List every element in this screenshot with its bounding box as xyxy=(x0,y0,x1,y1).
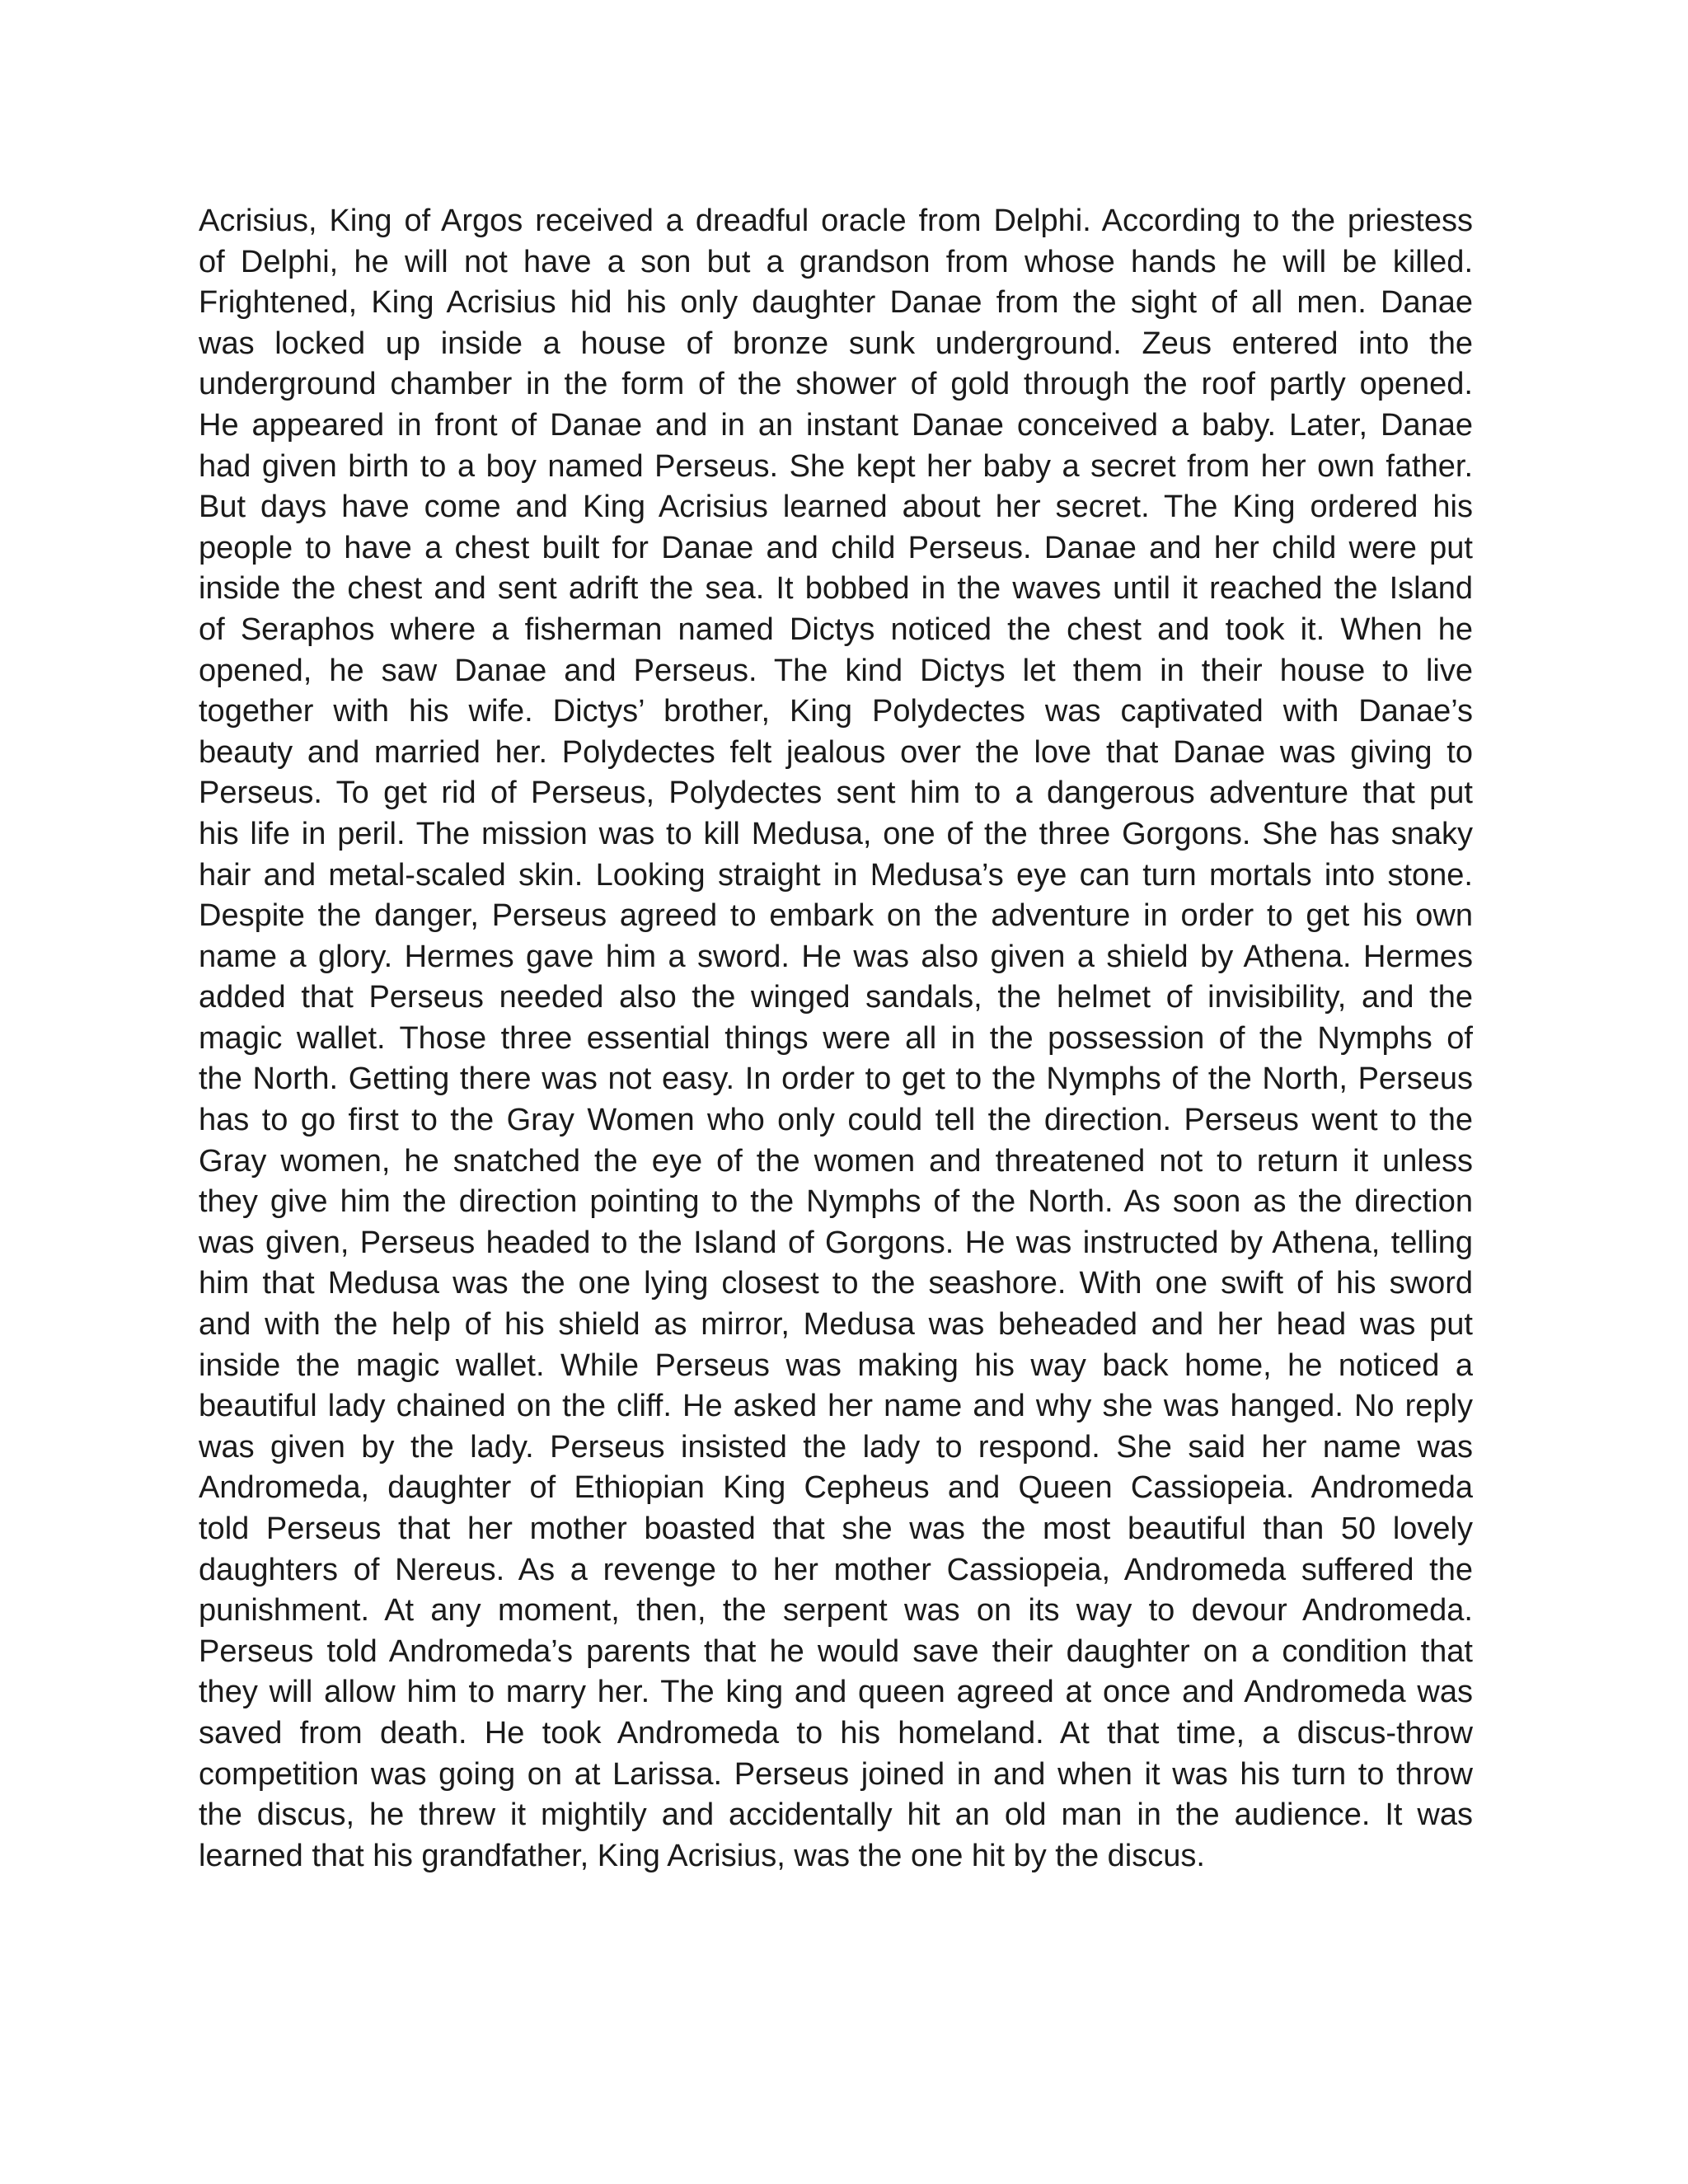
text-line: He appeared in front of Danae and in an instant Danae conceived a baby. Later, Danae xyxy=(199,407,1473,443)
text-line: of Seraphos where a fisherman named Dictys noticed the chest and took it. When he xyxy=(199,612,1473,647)
text-line: Perseus. To get rid of Perseus, Polydectes sent him to a dangerous adventure that put xyxy=(199,776,1473,811)
text-line: underground chamber in the form of the shower of gold through the roof partly opened. xyxy=(199,367,1473,402)
text-line: Perseus told Andromeda’s parents that he would save their daughter on a condition that xyxy=(199,1633,1473,1669)
text-line: Despite the danger, Perseus agreed to embark on the adventure in order to get his own xyxy=(199,898,1473,934)
text-line: his life in peril. The mission was to kill Medusa, one of the three Gorgons. She has snaky xyxy=(199,816,1473,851)
text-line: of Delphi, he will not have a son but a grandson from whose hands he will be killed. xyxy=(199,244,1473,279)
text-line: opened, he saw Danae and Perseus. The kind Dictys let them in their house to live xyxy=(199,653,1473,688)
text-line: magic wallet. Those three essential things were all in the possession of the Nymphs of xyxy=(199,1020,1473,1056)
text-line: has to go first to the Gray Women who only could tell the direction. Perseus went to the xyxy=(199,1103,1473,1138)
text-line: competition was going on at Larissa. Perseus joined in and when it was his turn to throw xyxy=(199,1756,1473,1792)
text-line: saved from death. He took Andromeda to his homeland. At that time, a discus-throw xyxy=(199,1715,1473,1750)
text-line: But days have come and King Acrisius learned about her secret. The King ordered his xyxy=(199,490,1473,525)
text-line: they give him the direction pointing to the Nymphs of the North. As soon as the direction xyxy=(199,1184,1473,1220)
text-line: Acrisius, King of Argos received a dreadful oracle from Delphi. According to the priestess xyxy=(199,204,1473,238)
text-line: Andromeda, daughter of Ethiopian King Cepheus and Queen Cassiopeia. Andromeda xyxy=(199,1470,1473,1506)
text-line: they will allow him to marry her. The king and queen agreed at once and Andromeda was xyxy=(199,1675,1473,1710)
text-line: and with the help of his shield as mirror, Medusa was beheaded and her head was put xyxy=(199,1307,1473,1343)
text-line: was given by the lady. Perseus insisted the lady to respond. She said her name was xyxy=(199,1429,1473,1465)
text-line: together with his wife. Dictys’ brother, King Polydectes was captivated with Danae’s xyxy=(199,694,1473,729)
text-line: name a glory. Hermes gave him a sword. He was also given a shield by Athena. Hermes xyxy=(199,939,1473,974)
text-line: inside the magic wallet. While Perseus was making his way back home, he noticed a xyxy=(199,1347,1473,1383)
text-line: hair and metal-scaled skin. Looking straight in Medusa’s eye can turn mortals into stone. xyxy=(199,857,1473,893)
text-line: him that Medusa was the one lying closest to the seashore. With one swift of his sword xyxy=(199,1266,1473,1301)
text-line: the discus, he threw it mightily and accidentally hit an old man in the audience. It was xyxy=(199,1797,1473,1833)
text-line: inside the chest and sent adrift the sea. It bobbed in the waves until it reached the Island xyxy=(199,571,1473,607)
text-line: learned that his grandfather, King Acrisius, was the one hit by the discus. xyxy=(199,1838,1205,1873)
text-line: was locked up inside a house of bronze sunk underground. Zeus entered into the xyxy=(199,326,1473,361)
text-line: told Perseus that her mother boasted that she was the most beautiful than 50 lovely xyxy=(199,1511,1473,1546)
text-line: had given birth to a boy named Perseus. She kept her baby a secret from her own father. xyxy=(199,448,1473,484)
text-line: beauty and married her. Polydectes felt jealous over the love that Danae was giving to xyxy=(199,734,1473,770)
text-line: added that Perseus needed also the winged sandals, the helmet of invisibility, and the xyxy=(199,980,1473,1015)
text-line: beautiful lady chained on the cliff. He asked her name and why she was hanged. No reply xyxy=(199,1389,1473,1424)
text-line: punishment. At any moment, then, the serpent was on its way to devour Andromeda. xyxy=(199,1593,1473,1629)
text-line: the North. Getting there was not easy. In order to get to the Nymphs of the North, Perseus xyxy=(199,1062,1473,1097)
text-line: Gray women, he snatched the eye of the women and threatened not to return it unless xyxy=(199,1143,1473,1179)
body-paragraph xyxy=(199,201,1473,1877)
text-line: was given, Perseus headed to the Island of Gorgons. He was instructed by Athena, telling xyxy=(199,1225,1473,1260)
text-line: Frightened, King Acrisius hid his only daughter Danae from the sight of all men. Danae xyxy=(199,285,1473,321)
text-line: people to have a chest built for Danae and child Perseus. Danae and her child were put xyxy=(199,530,1473,565)
text-line: daughters of Nereus. As a revenge to her mother Cassiopeia, Andromeda suffered the xyxy=(199,1552,1473,1587)
